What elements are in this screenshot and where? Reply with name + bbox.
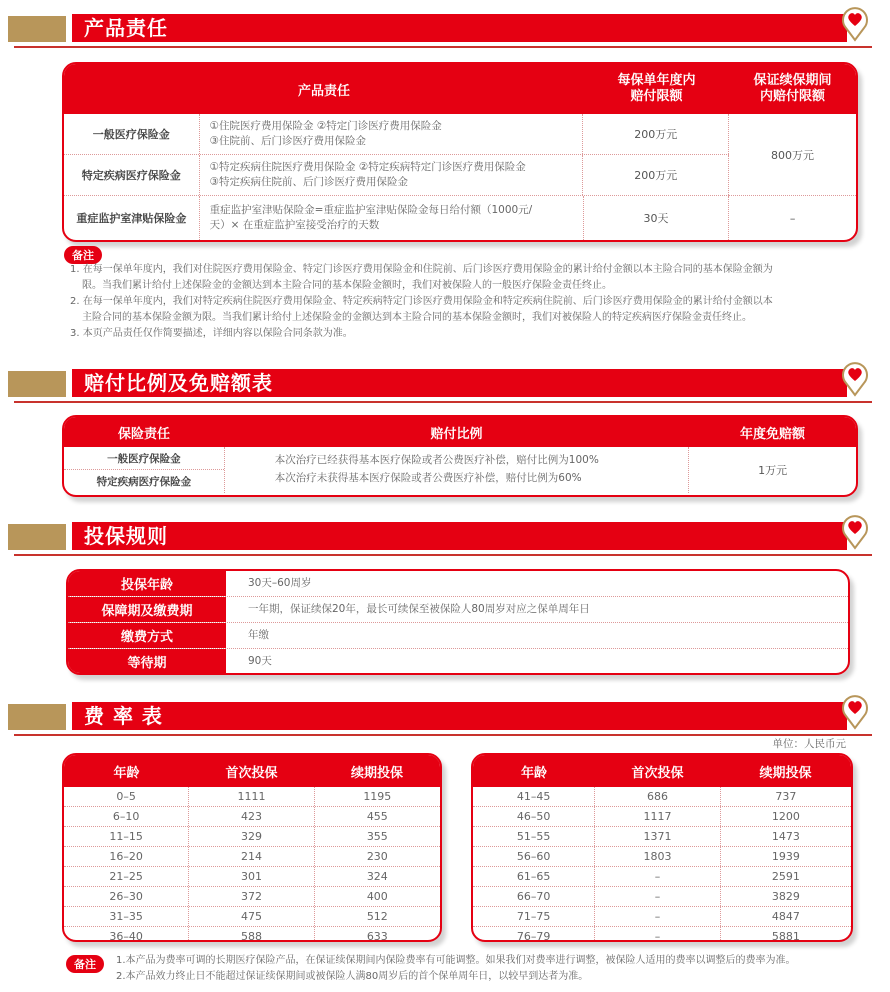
header-liability: 保险责任 xyxy=(117,426,170,442)
age-cell: 11–15 xyxy=(64,827,189,846)
desc-line: ③特定疾病住院前、后门诊医疗费用保险金 xyxy=(209,176,409,188)
section-title: 赔付比例及免赔额表 xyxy=(84,371,273,395)
rate-row xyxy=(64,907,440,927)
rule-value: 30天–60周岁 xyxy=(248,577,312,589)
note-line: 3. 本页产品责任仅作简要描述，详细内容以保险合同条款为准。 xyxy=(70,328,353,339)
gold-block xyxy=(8,16,66,42)
first-premium-cell: 329 xyxy=(189,827,314,846)
note-line: 主险合同的基本保险金额为限。当我们累计给付上述保险金的金额达到本主险合同的基本保险金额时，我们对被保险人的特定疾病医疗保险金责任终止。 xyxy=(82,312,752,323)
table-row xyxy=(68,597,848,623)
renewal-premium-cell: 1939 xyxy=(771,850,800,863)
section-title: 产品责任 xyxy=(84,16,168,40)
row-name: 一般医疗保险金 xyxy=(64,447,224,470)
row-name: 特定疾病医疗保险金 xyxy=(64,155,200,195)
deductible-value: 1万元 xyxy=(758,464,788,477)
age-cell: 41–45 xyxy=(473,787,595,806)
red-banner xyxy=(72,369,847,397)
age-cell: 61–65 xyxy=(473,867,595,886)
desc-line: ③住院前、后门诊医疗费用保险金 xyxy=(209,135,367,147)
table-header xyxy=(64,64,856,114)
header-age: 年龄 xyxy=(113,765,140,781)
first-premium-cell: 1803 xyxy=(595,847,720,866)
rate-row xyxy=(473,927,851,942)
payout-ratio-table xyxy=(62,415,858,497)
table-row xyxy=(68,623,848,649)
red-banner xyxy=(72,14,847,42)
header-line: 每保单年度内 xyxy=(617,73,696,88)
ratio-line: 本次治疗未获得基本医疗保险或者公费医疗补偿，赔付比例为60% xyxy=(274,472,582,484)
table-header xyxy=(64,417,856,447)
note-line: 2. 在每一保单年度内，我们对特定疾病住院医疗费用保险金、特定疾病特定门诊医疗费用保险金和特定疾病住院前、后门诊医疗费用保险金的累计给付金额以本 xyxy=(70,296,773,307)
renewal-premium-cell: 633 xyxy=(366,930,388,942)
red-banner xyxy=(72,522,847,550)
first-premium-cell: – xyxy=(595,867,720,886)
note-badge: 备注 xyxy=(66,955,104,973)
first-premium-cell: 475 xyxy=(189,907,314,926)
row-annual-limit: 200万元 xyxy=(583,114,729,154)
renewal-premium-cell: 455 xyxy=(366,810,388,823)
rate-row xyxy=(473,867,851,887)
first-premium-cell: 1371 xyxy=(595,827,720,846)
header-renewal: 续期投保 xyxy=(759,765,812,781)
rate-row xyxy=(473,887,851,907)
rules-table xyxy=(66,569,850,675)
header-ratio: 赔付比例 xyxy=(430,426,483,442)
section-header-payout-ratio xyxy=(8,367,864,397)
age-cell: 26–30 xyxy=(64,887,189,906)
gold-block xyxy=(8,371,66,397)
note-line: 1.本产品为费率可调的长期医疗保险产品，在保证续保期间内保险费率有可能调整。如果我们对费率进行调整，被保险人适用的费率以调整后的费率为准。 xyxy=(116,955,796,966)
divider xyxy=(14,401,872,403)
table-header xyxy=(64,755,440,787)
age-cell: 6–10 xyxy=(64,807,189,826)
desc-line: ①住院医疗费用保险金 ②特定门诊医疗费用保险金 xyxy=(209,120,442,132)
rate-row xyxy=(64,887,440,907)
first-premium-cell: 372 xyxy=(189,887,314,906)
divider xyxy=(14,46,872,48)
ratio-line: 本次治疗已经获得基本医疗保险或者公费医疗补偿，赔付比例为100% xyxy=(274,454,599,466)
note-line: 1. 在每一保单年度内，我们对住院医疗费用保险金、特定门诊医疗费用保险金和住院前、后门诊医疗费用保险金的累计给付金额以本主险合同的基本保险金额为 xyxy=(70,264,773,275)
renewal-premium-cell: 1200 xyxy=(771,810,800,823)
notes-rates xyxy=(116,953,886,985)
red-banner xyxy=(72,702,847,730)
renewal-limit-merged: 800万元 xyxy=(729,114,856,196)
header-line: 赔付限额 xyxy=(630,89,683,104)
rate-row xyxy=(473,847,851,867)
renewal-premium-cell: 230 xyxy=(366,850,388,863)
header-first: 首次投保 xyxy=(225,765,278,781)
row-name: 重症监护室津贴保险金 xyxy=(64,196,200,240)
rule-value: 年缴 xyxy=(248,629,269,641)
row-name: 特定疾病医疗保险金 xyxy=(96,476,192,488)
row-desc xyxy=(200,196,584,240)
renewal-premium-cell: 4847 xyxy=(771,910,800,923)
rate-row xyxy=(64,867,440,887)
rate-row xyxy=(64,787,440,807)
renewal-premium-cell: 512 xyxy=(366,910,388,923)
renewal-premium-cell: 1195 xyxy=(363,790,392,803)
header-first: 首次投保 xyxy=(631,765,684,781)
rates-body xyxy=(473,787,851,942)
age-cell: 71–75 xyxy=(473,907,595,926)
row-annual-limit: 200万元 xyxy=(583,155,729,195)
header-deductible: 年度免赔额 xyxy=(739,426,805,442)
renewal-premium-cell: 324 xyxy=(366,870,388,883)
note-badge: 备注 xyxy=(64,246,102,264)
section-title: 投保规则 xyxy=(84,524,168,548)
age-cell: 31–35 xyxy=(64,907,189,926)
row-name: 一般医疗保险金 xyxy=(64,114,200,154)
header-renewal-limit xyxy=(729,73,856,105)
renewal-limit-icu: – xyxy=(789,211,796,225)
age-cell: 76–79 xyxy=(473,927,595,942)
section-header-rates xyxy=(8,700,864,730)
row-desc xyxy=(200,114,584,154)
heart-pin-icon xyxy=(841,512,869,550)
heart-pin-icon xyxy=(841,692,869,730)
renewal-premium-cell: 1473 xyxy=(771,830,800,843)
rate-row xyxy=(473,907,851,927)
age-cell: 66–70 xyxy=(473,887,595,906)
header-product-liability: 产品责任 xyxy=(297,83,350,99)
first-premium-cell: 686 xyxy=(595,787,720,806)
rule-label: 投保年龄 xyxy=(68,571,226,596)
rule-value: 一年期，保证续保20年，最长可续保至被保险人80周岁对应之保单周年日 xyxy=(248,603,590,615)
divider xyxy=(14,734,872,736)
ratio-text xyxy=(225,447,689,493)
section-header-product-liability xyxy=(8,12,864,42)
renewal-premium-cell: 3829 xyxy=(771,890,800,903)
heart-pin-icon xyxy=(841,4,869,42)
renewal-premium-cell: 400 xyxy=(366,890,388,903)
renewal-premium-cell: 2591 xyxy=(771,870,800,883)
desc-line: 重症监护室津贴保险金=重症监护室津贴保险金每日给付额（1000元/ xyxy=(209,204,533,216)
gold-block xyxy=(8,524,66,550)
first-premium-cell: – xyxy=(595,907,720,926)
first-premium-cell: 588 xyxy=(189,927,314,942)
renewal-premium-cell: 5881 xyxy=(771,930,800,942)
gold-block xyxy=(8,704,66,730)
age-cell: 46–50 xyxy=(473,807,595,826)
rate-row xyxy=(64,927,440,942)
note-line: 限。当我们累计给付上述保险金的金额达到本主险合同的基本保险金额时，我们对被保险人的一般医疗保险金责任终止。 xyxy=(82,280,612,291)
table-row xyxy=(68,649,848,673)
rate-row xyxy=(64,827,440,847)
table-row xyxy=(64,114,729,155)
first-premium-cell: 301 xyxy=(189,867,314,886)
rates-table-right xyxy=(471,753,853,942)
table-row xyxy=(68,571,848,597)
product-liability-table xyxy=(62,62,858,242)
age-cell: 16–20 xyxy=(64,847,189,866)
rates-table-left xyxy=(62,753,442,942)
divider xyxy=(14,554,872,556)
section-title: 费 率 表 xyxy=(84,704,163,728)
age-cell: 21–25 xyxy=(64,867,189,886)
first-premium-cell: 1111 xyxy=(189,787,314,806)
rates-body xyxy=(64,787,440,942)
table-header xyxy=(473,755,851,787)
header-renewal: 续期投保 xyxy=(350,765,403,781)
first-premium-cell: – xyxy=(595,887,720,906)
age-cell: 0–5 xyxy=(64,787,189,806)
row-annual-limit: 30天 xyxy=(584,196,730,240)
rule-label: 缴费方式 xyxy=(68,623,226,648)
rate-row xyxy=(473,787,851,807)
rule-value: 90天 xyxy=(248,655,272,667)
section-header-rules xyxy=(8,520,864,550)
age-cell: 56–60 xyxy=(473,847,595,866)
unit-label: 单位：人民币元 xyxy=(772,738,846,750)
table-row xyxy=(64,196,856,240)
header-line: 保证续保期间 xyxy=(753,73,832,88)
table-row xyxy=(64,155,729,196)
rate-row xyxy=(473,807,851,827)
header-annual-limit xyxy=(584,73,729,105)
header-age: 年龄 xyxy=(520,765,547,781)
rate-row xyxy=(64,847,440,867)
row-desc xyxy=(200,155,584,195)
rule-label: 等待期 xyxy=(68,649,226,673)
note-line: 2.本产品效力终止日不能超过保证续保期间或被保险人满80周岁后的首个保单周年日，以较早到达者为准。 xyxy=(116,971,589,982)
age-cell: 36–40 xyxy=(64,927,189,942)
first-premium-cell: – xyxy=(595,927,720,942)
header-line: 内赔付限额 xyxy=(759,89,825,104)
heart-pin-icon xyxy=(841,359,869,397)
desc-line: ①特定疾病住院医疗费用保险金 ②特定疾病特定门诊医疗费用保险金 xyxy=(209,161,526,173)
rule-label: 保障期及缴费期 xyxy=(68,597,226,622)
first-premium-cell: 214 xyxy=(189,847,314,866)
rate-row xyxy=(473,827,851,847)
age-cell: 51–55 xyxy=(473,827,595,846)
first-premium-cell: 1117 xyxy=(595,807,720,826)
renewal-premium-cell: 737 xyxy=(775,790,797,803)
rate-row xyxy=(64,807,440,827)
desc-line: 天）× 在重症监护室接受治疗的天数 xyxy=(209,219,380,231)
first-premium-cell: 423 xyxy=(189,807,314,826)
notes-product-liability xyxy=(70,262,880,342)
renewal-premium-cell: 355 xyxy=(366,830,388,843)
